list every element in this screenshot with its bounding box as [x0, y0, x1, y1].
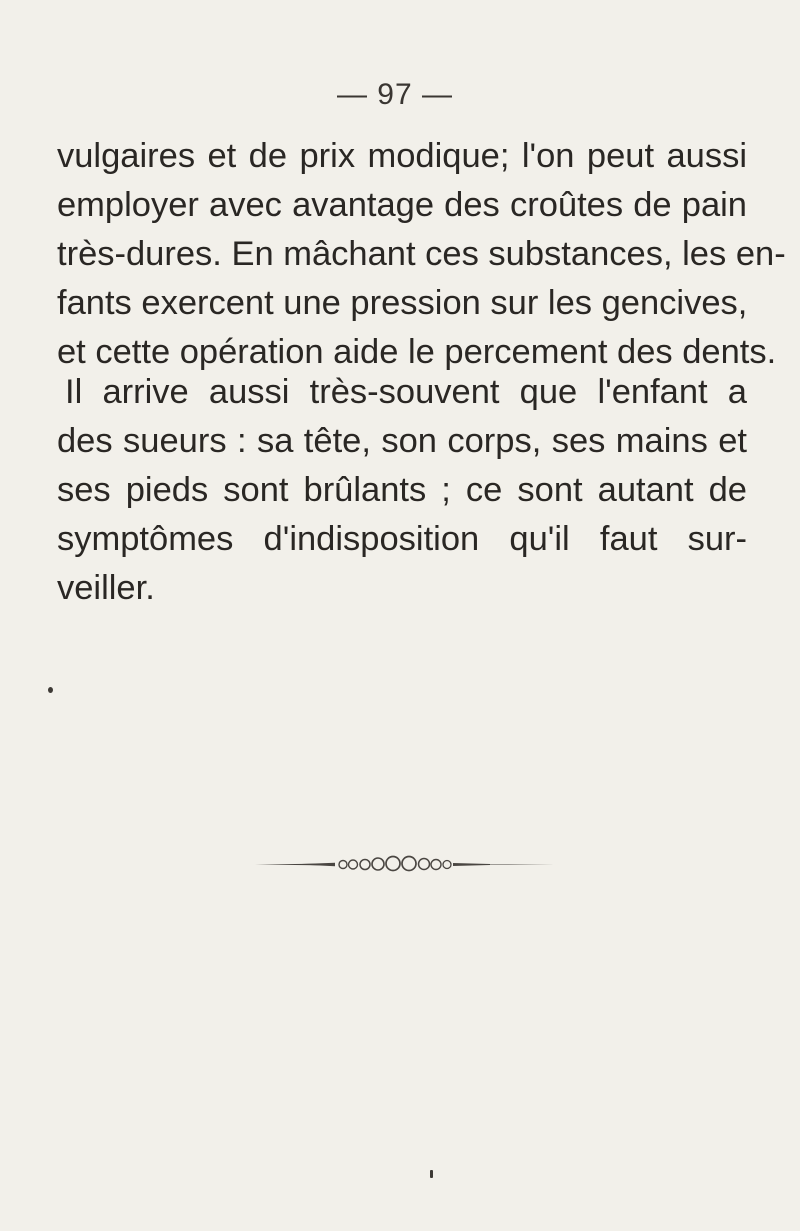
text-line: fants exercent une pression sur les gencives,	[57, 284, 748, 322]
paper-speck	[48, 687, 53, 693]
text-line: vulgaires et de prix modique; l'on peut aussi	[57, 137, 747, 175]
text-line: veiller.	[57, 569, 155, 607]
text-line: employer avec avantage des croûtes de pain	[57, 186, 747, 224]
text-line: très-dures. En mâchant ces substances, les en-	[57, 235, 786, 273]
paragraph-1	[57, 132, 786, 377]
page-number: — 97 —	[336, 78, 454, 111]
text-line: Il arrive aussi très-souvent que l'enfant a	[65, 373, 747, 411]
text-line: et cette opération aide le percement des dents.	[57, 333, 777, 371]
ornament-rule-icon	[255, 845, 555, 885]
text-line: symptômes d'indisposition qu'il faut sur-	[57, 520, 747, 558]
text-line: des sueurs : sa tête, son corps, ses mains et	[57, 422, 747, 460]
text-line: ses pieds sont brûlants ; ce sont autant de	[57, 471, 747, 509]
tailpiece-ornament	[255, 845, 555, 885]
paragraph-2	[57, 368, 747, 613]
paper-speck	[430, 1170, 433, 1178]
